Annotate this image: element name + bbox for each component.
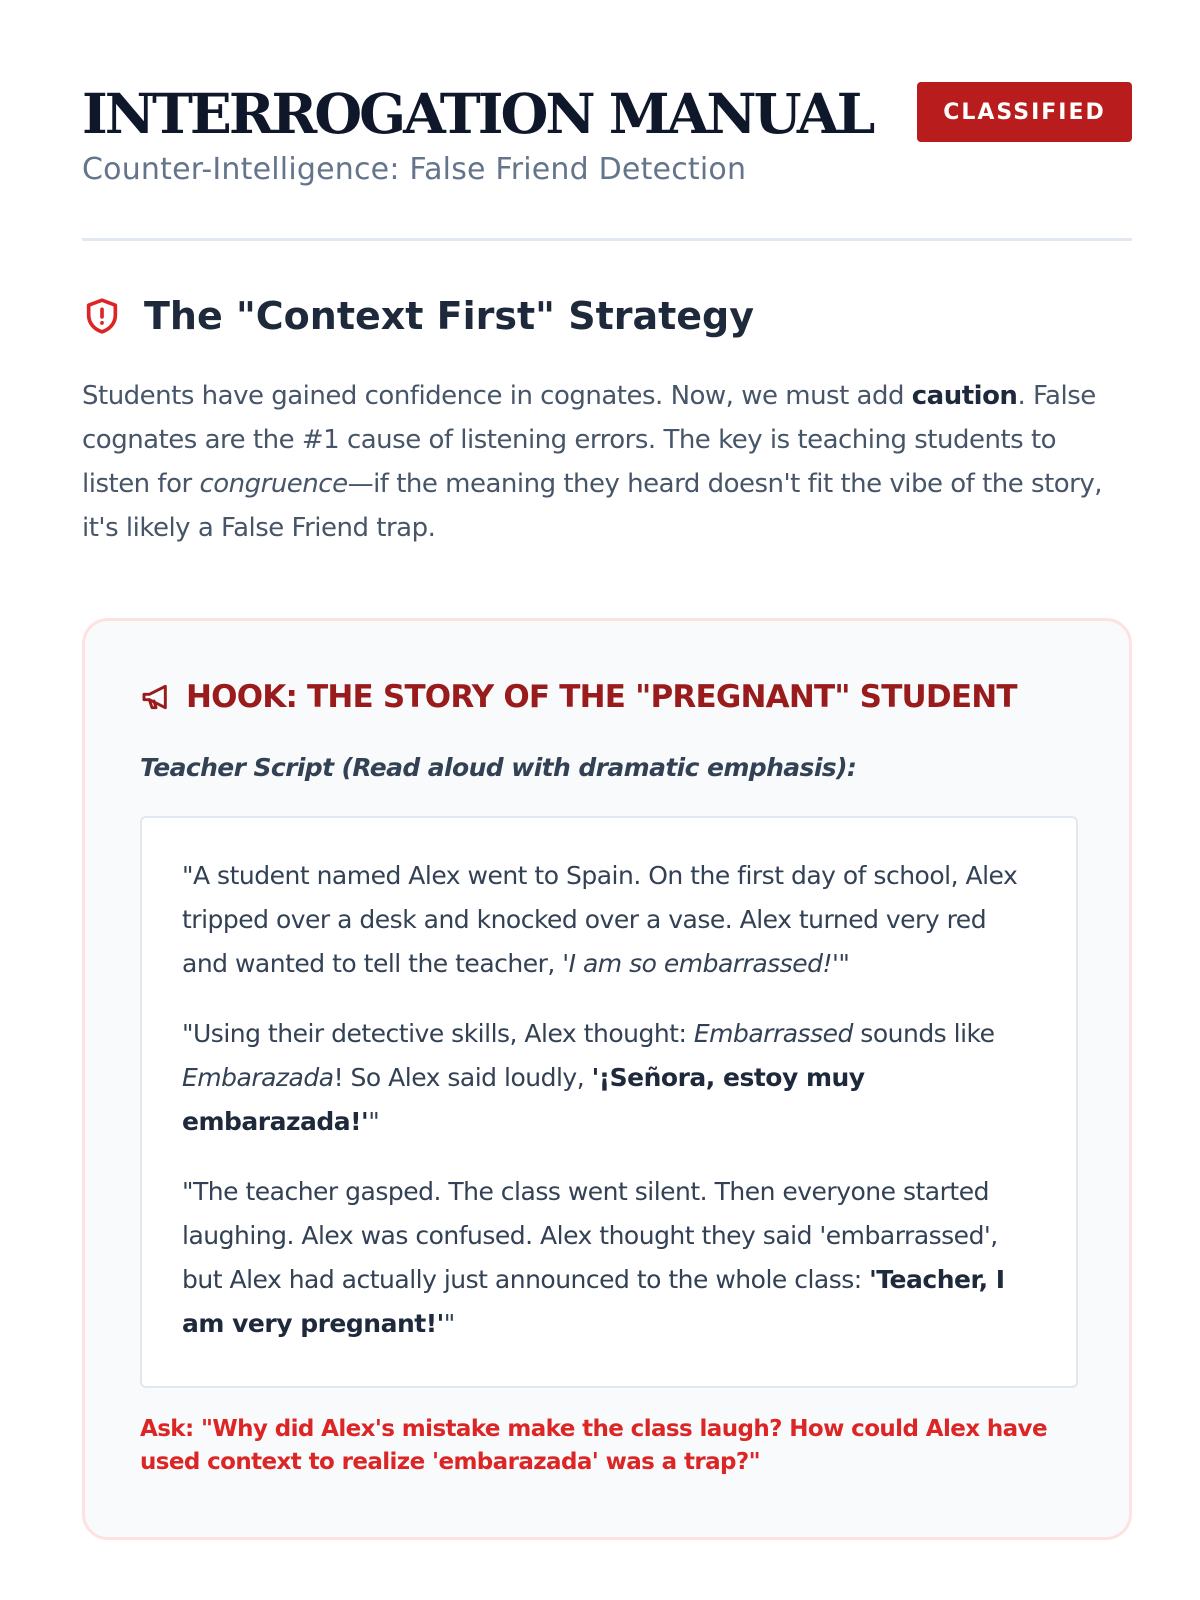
hook-title: [140, 679, 1017, 715]
classified-badge: CLASSIFIED: [917, 82, 1132, 142]
story-paragraph-3: [182, 1170, 1036, 1346]
hook-card: [82, 618, 1132, 1540]
story-p3-text-2: ": [443, 1309, 455, 1338]
ask-prompt: Ask: "Why did Alex's mistake make the class laugh? How could Alex have used context to realize 'embarazada' was a trap?": [140, 1416, 1047, 1475]
story-p2-italic-embarazada: Embarazada: [182, 1063, 334, 1092]
intro-paragraph: [82, 374, 1122, 550]
story-p3-bold-quote: 'Teacher, I am very pregnant!': [182, 1265, 1005, 1338]
story-paragraph-1: [182, 854, 1036, 986]
hook-title-text: HOOK: THE STORY OF THE "PREGNANT" STUDENT: [186, 679, 1017, 715]
story-p1-text-2: ": [838, 949, 850, 978]
story-p1-text-1: "A student named Alex went to Spain. On the first day of school, Alex tripped over a desk and knocked over a vase. Alex turned very red and wanted to tell the teacher,: [182, 861, 1018, 978]
header: [82, 78, 1132, 241]
story-p2-italic-embarrassed: Embarrassed: [693, 1019, 853, 1048]
intro-bold-caution: caution: [911, 381, 1018, 411]
intro-text-1: Students have gained confidence in cognates. Now, we must add: [82, 381, 912, 411]
story-p2-text-1: "Using their detective skills, Alex thought:: [182, 1019, 694, 1048]
shield-alert-icon: [82, 296, 122, 336]
story-paragraph-2: [182, 1012, 1036, 1144]
section-title: The "Context First" Strategy: [144, 294, 755, 338]
story-box: [140, 816, 1078, 1388]
intro-text-2: . False cognates are the #1 cause of listening errors. The key is teaching students to listen for: [82, 381, 1096, 499]
intro-italic-congruence: congruence: [199, 469, 348, 499]
page-title: INTERROGATION MANUAL: [82, 81, 873, 146]
intro-text-3: —if the meaning they heard doesn't fit the vibe of the story, it's likely a False Friend trap.: [82, 469, 1103, 543]
story-p2-text-4: ": [368, 1107, 380, 1136]
story-p2-bold-quote: '¡Señora, estoy muy embarazada!': [182, 1063, 865, 1136]
section-heading: [82, 294, 754, 338]
megaphone-icon: [140, 681, 172, 713]
story-p1-italic: 'I am so embarrassed!': [562, 949, 839, 978]
story-p3-text-1: "The teacher gasped. The class went silent. Then everyone started laughing. Alex was confused. Alex thought they said 'embarrassed', but Alex had actually just announced to the whole class:: [182, 1177, 998, 1294]
story-p2-text-2: sounds like: [852, 1019, 995, 1048]
page-subtitle: Counter-Intelligence: False Friend Detection: [82, 152, 747, 187]
story-p2-text-3: ! So Alex said loudly,: [333, 1063, 592, 1092]
teacher-script-label: Teacher Script (Read aloud with dramatic emphasis):: [140, 753, 857, 782]
